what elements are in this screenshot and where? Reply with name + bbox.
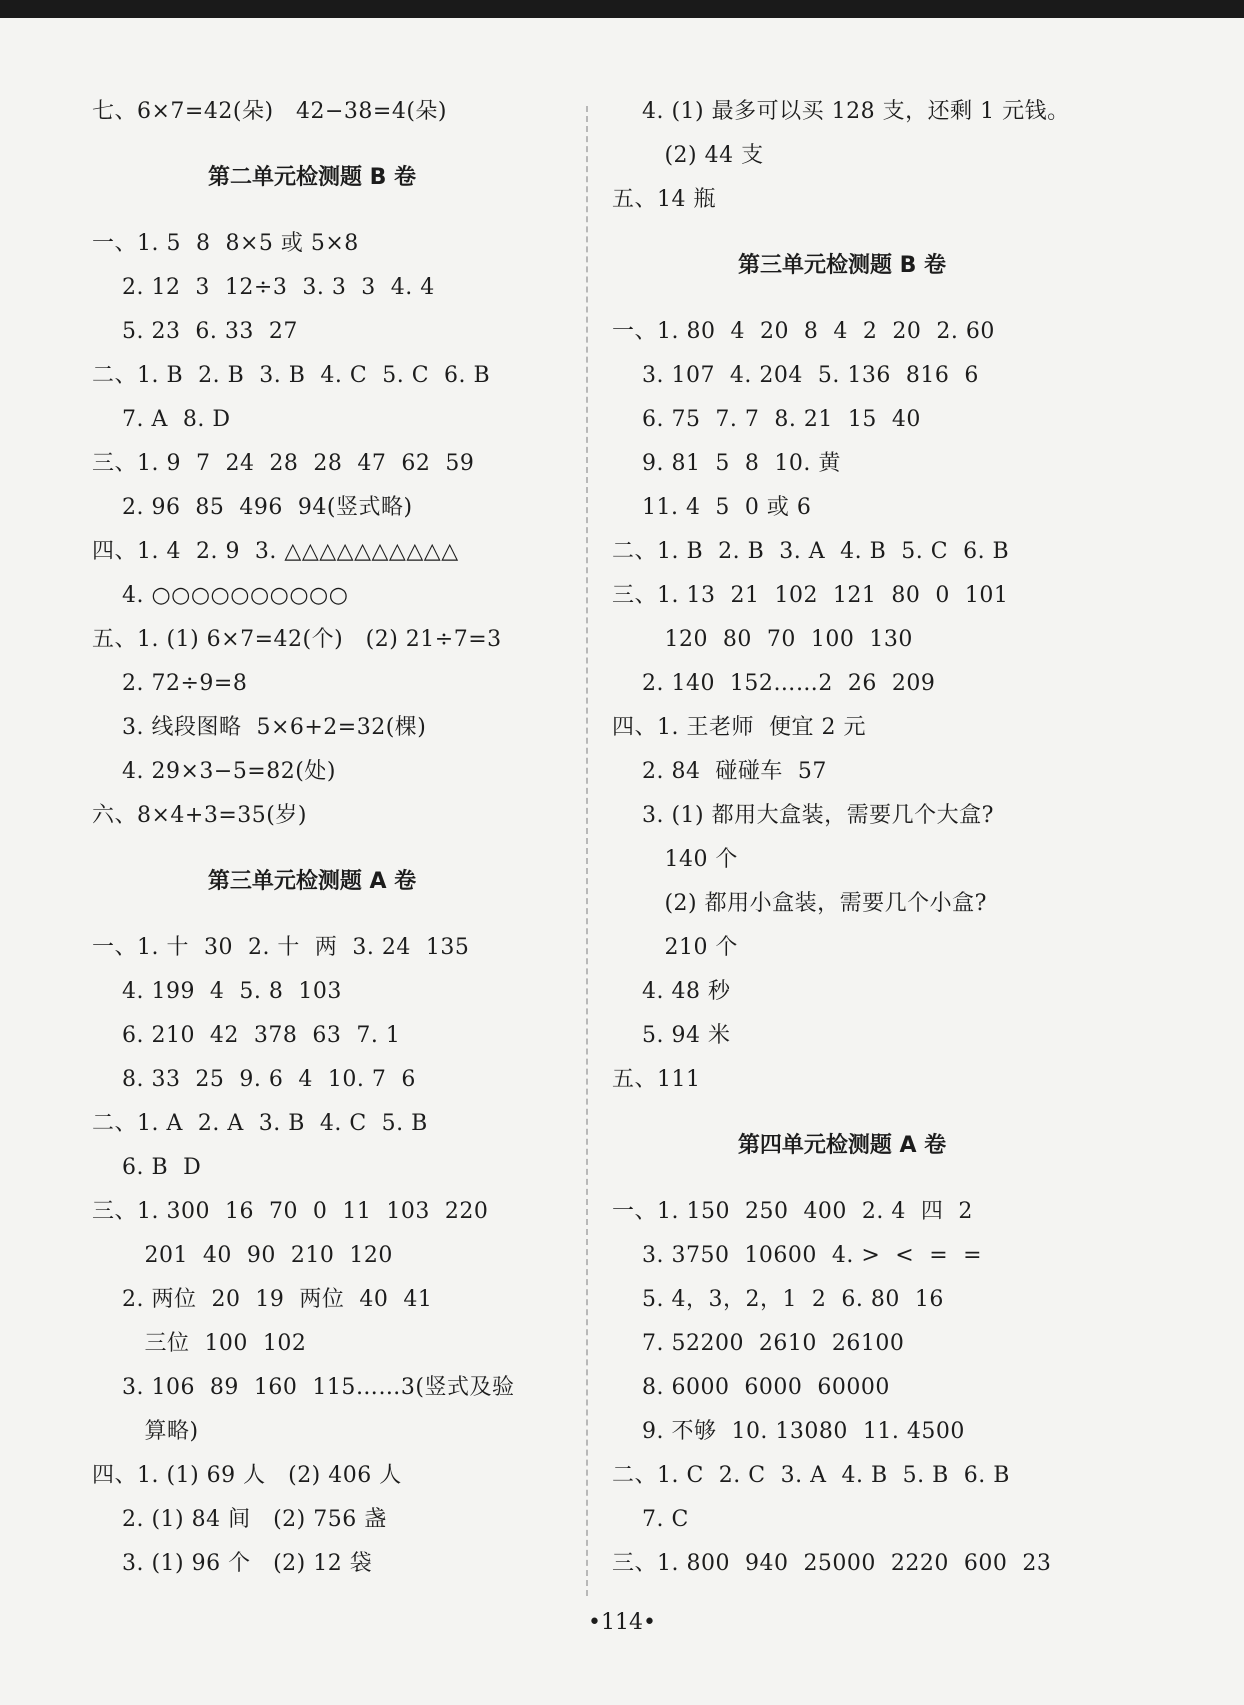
answer-line: 201 40 90 210 120 xyxy=(92,1243,393,1268)
answer-line: 三位 100 102 xyxy=(92,1331,307,1356)
answer-line: 二、1. C 2. C 3. A 4. B 5. B 6. B xyxy=(612,1463,1010,1488)
answer-line: 二、1. A 2. A 3. B 4. C 5. B xyxy=(92,1111,428,1136)
answer-line: 4. ○○○○○○○○○○ xyxy=(92,583,349,608)
answer-line: 9. 81 5 8 10. 黄 xyxy=(612,451,841,476)
answer-line: 3. (1) 96 个 (2) 12 袋 xyxy=(92,1551,373,1576)
answer-line: 七、6×7=42(朵) 42−38=4(朵) xyxy=(92,99,448,124)
answer-line: 四、1. 4 2. 9 3. △△△△△△△△△△ xyxy=(92,539,459,564)
answer-line: 一、1. 5 8 8×5 或 5×8 xyxy=(92,231,359,256)
answer-line: 11. 4 5 0 或 6 xyxy=(612,495,812,520)
answer-line: 三、1. 13 21 102 121 80 0 101 xyxy=(612,583,1009,608)
answer-line: 2. 两位 20 19 两位 40 41 xyxy=(92,1287,433,1312)
answer-line: 2. 84 碰碰车 57 xyxy=(612,759,827,784)
answer-line: 三、1. 300 16 70 0 11 103 220 xyxy=(92,1199,489,1224)
answer-line: 2. 72÷9=8 xyxy=(92,671,248,696)
left-column xyxy=(92,90,572,1586)
answer-line: 4. 29×3−5=82(处) xyxy=(92,759,336,784)
answer-line: 2. 96 85 496 94(竖式略) xyxy=(92,495,413,520)
answer-line: 五、1. (1) 6×7=42(个) (2) 21÷7=3 xyxy=(92,627,502,652)
right-column xyxy=(612,90,1132,1586)
answer-line: 五、14 瓶 xyxy=(612,187,716,212)
answer-line: 算略) xyxy=(92,1419,199,1444)
answer-line: 2. 12 3 12÷3 3. 3 3 4. 4 xyxy=(92,275,435,300)
answer-line: 四、1. 王老师 便宜 2 元 xyxy=(612,715,866,740)
answer-line: 3. 107 4. 204 5. 136 816 6 xyxy=(612,363,979,388)
answer-line: 5. 4，3，2，1 2 6. 80 16 xyxy=(612,1287,944,1312)
answer-line: 9. 不够 10. 13080 11. 4500 xyxy=(612,1419,965,1444)
answer-line: 一、1. 150 250 400 2. 4 四 2 xyxy=(612,1199,973,1224)
answer-line: 3. 3750 10600 4. > < = = xyxy=(612,1243,983,1268)
answer-line: 6. 210 42 378 63 7. 1 xyxy=(92,1023,401,1048)
answer-line: 5. 94 米 xyxy=(612,1023,731,1048)
answer-line: 四、1. (1) 69 人 (2) 406 人 xyxy=(92,1463,402,1488)
section-heading: 第三单元检测题 B 卷 xyxy=(737,253,947,278)
answer-line: 4. 48 秒 xyxy=(612,979,731,1004)
section-heading: 第三单元检测题 A 卷 xyxy=(207,869,417,894)
answer-line: 140 个 xyxy=(612,847,738,872)
answer-line: 六、8×4+3=35(岁) xyxy=(92,803,307,828)
answer-line: 6. 75 7. 7 8. 21 15 40 xyxy=(612,407,921,432)
answer-line: 一、1. 十 30 2. 十 两 3. 24 135 xyxy=(92,935,470,960)
answer-line: 8. 6000 6000 60000 xyxy=(612,1375,890,1400)
answer-line: 8. 33 25 9. 6 4 10. 7 6 xyxy=(92,1067,416,1092)
answer-line: (2) 44 支 xyxy=(612,143,764,168)
answer-line: 6. B D xyxy=(92,1155,202,1180)
answer-line: 一、1. 80 4 20 8 4 2 20 2. 60 xyxy=(612,319,995,344)
answer-line: 三、1. 9 7 24 28 28 47 62 59 xyxy=(92,451,475,476)
answer-line: 7. 52200 2610 26100 xyxy=(612,1331,905,1356)
answer-line: 五、111 xyxy=(612,1067,701,1092)
answer-page xyxy=(0,18,1244,1705)
answer-line: 3. 线段图略 5×6+2=32(棵) xyxy=(92,715,427,740)
answer-line: 5. 23 6. 33 27 xyxy=(92,319,298,344)
section-heading: 第四单元检测题 A 卷 xyxy=(737,1133,947,1158)
column-divider xyxy=(586,106,588,1596)
answer-line: 三、1. 800 940 25000 2220 600 23 xyxy=(612,1551,1052,1576)
answer-line: 7. A 8. D xyxy=(92,407,231,432)
answer-line: 2. 140 152……2 26 209 xyxy=(612,671,936,696)
answer-line: 4. (1) 最多可以买 128 支，还剩 1 元钱。 xyxy=(612,99,1070,124)
answer-line: 120 80 70 100 130 xyxy=(612,627,913,652)
answer-line: 210 个 xyxy=(612,935,738,960)
answer-line: 二、1. B 2. B 3. A 4. B 5. C 6. B xyxy=(612,539,1010,564)
scan-top-border xyxy=(0,0,1244,18)
answer-line: 2. (1) 84 间 (2) 756 盏 xyxy=(92,1507,387,1532)
answer-line: 二、1. B 2. B 3. B 4. C 5. C 6. B xyxy=(92,363,491,388)
answer-line: 3. (1) 都用大盒装，需要几个大盒? xyxy=(612,803,994,828)
answer-line: 3. 106 89 160 115……3(竖式及验 xyxy=(92,1375,515,1400)
page-number: •114• xyxy=(588,1610,656,1635)
section-heading: 第二单元检测题 B 卷 xyxy=(207,165,417,190)
answer-line: 7. C xyxy=(612,1507,689,1532)
answer-line: 4. 199 4 5. 8 103 xyxy=(92,979,342,1004)
answer-line: (2) 都用小盒装，需要几个小盒? xyxy=(612,891,987,916)
